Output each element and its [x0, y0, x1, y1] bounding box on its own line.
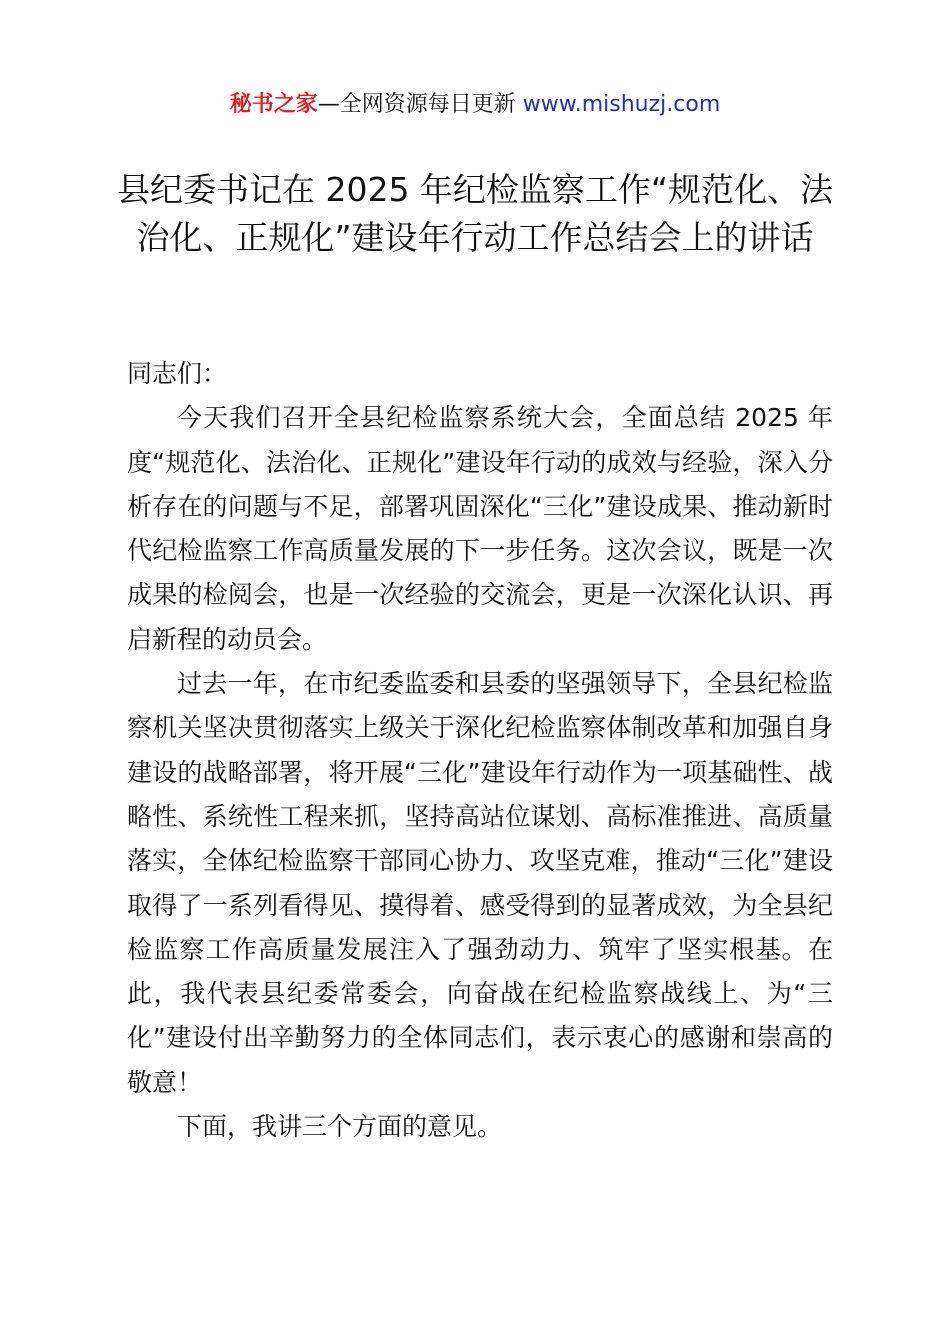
- brand-name: 秘书之家: [229, 92, 318, 117]
- salutation: 同志们：: [127, 359, 228, 388]
- body-paragraph: 过去一年，在市纪委监委和县委的坚强领导下，全县纪检监察机关坚决贯彻落实上级关于深化纪检监察体制改革和加强自身建设的战略部署，将开展“三化”建设年行动作为一项基础性、战略性、系统性工程来抓，坚持高站位谋划、高标准推进、高质量落实，全体纪检监察干部同心协力、攻坚克难，推动“三化”建设取得了一系列看得见、摸得着、感受得到的显著成效，为全县纪检监察工作高质量发展注入了强劲动力、筑牢了坚实根基。在此，我代表县纪委常委会，向奋战在纪检监察战线上、为“三化”建设付出辛勤努力的全体同志们，表示衷心的感谢和崇高的敬意！: [127, 669, 833, 1097]
- document-title: 县纪委书记在 2025 年纪检监察工作“规范化、法治化、正规化”建设年行动工作总结会上的讲话: [116, 170, 834, 257]
- body-paragraph: 下面，我讲三个方面的意见。: [177, 1112, 503, 1142]
- header-tagline: —全网资源每日更新: [317, 92, 523, 117]
- body-paragraph: 今天我们召开全县纪检监察系统大会，全面总结 2025 年度“规范化、法治化、正规化”建设年行动的成效与经验，深入分析存在的问题与不足，部署巩固深化“三化”建设成果、推动新时代纪检监察工作高质量发展的下一步任务。这次会议，既是一次成果的检阅会，也是一次经验的交流会，更是一次深化认识、再启新程的动员会。: [127, 403, 833, 654]
- site-header: [0, 88, 950, 122]
- document-body: [127, 352, 833, 1149]
- site-url[interactable]: www.mishuzj.com: [522, 92, 721, 117]
